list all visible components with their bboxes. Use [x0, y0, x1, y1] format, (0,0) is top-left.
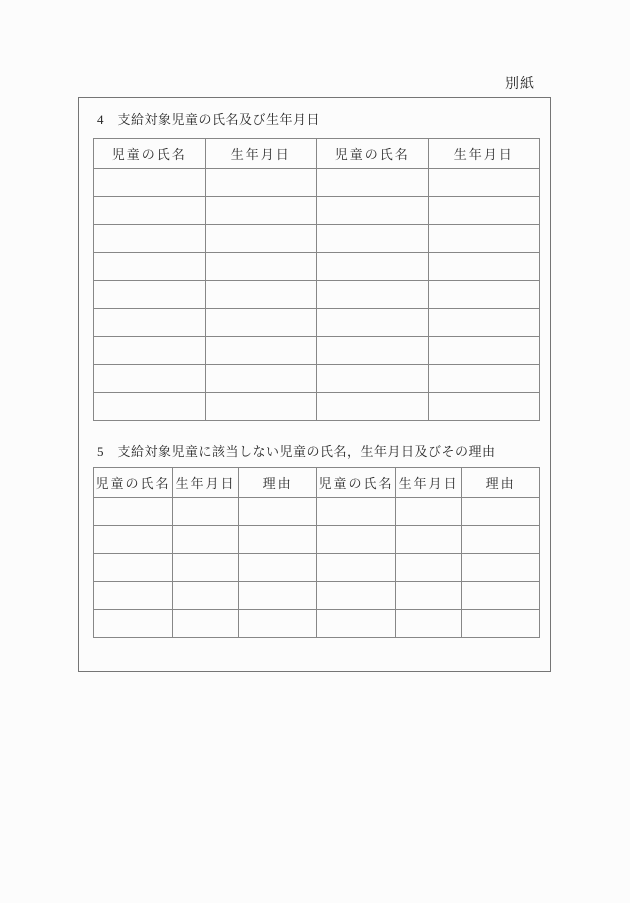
empty-cell: [395, 498, 461, 526]
empty-cell: [317, 309, 429, 337]
empty-cell: [317, 253, 429, 281]
column-header-reason: 理由: [239, 468, 317, 498]
column-header-reason: 理由: [462, 468, 540, 498]
empty-cell: [172, 554, 238, 582]
table-row: [94, 337, 540, 365]
empty-cell: [428, 365, 540, 393]
empty-cell: [462, 582, 540, 610]
empty-cell: [94, 197, 206, 225]
empty-cell: [94, 582, 173, 610]
empty-cell: [239, 526, 317, 554]
empty-cell: [205, 225, 317, 253]
empty-cell: [395, 582, 461, 610]
empty-cell: [316, 498, 395, 526]
non-eligible-children-table: [93, 467, 540, 638]
table-row: [94, 526, 540, 554]
table-body: [94, 169, 540, 421]
empty-cell: [172, 610, 238, 638]
empty-cell: [239, 498, 317, 526]
section-4-title: 4 支給対象児童の氏名及び生年月日: [97, 112, 321, 127]
empty-cell: [94, 253, 206, 281]
empty-cell: [317, 365, 429, 393]
empty-cell: [317, 337, 429, 365]
empty-cell: [317, 393, 429, 421]
column-header-birthdate: 生年月日: [428, 139, 540, 169]
empty-cell: [239, 610, 317, 638]
table-row: [94, 309, 540, 337]
column-header-birthdate: 生年月日: [395, 468, 461, 498]
empty-cell: [428, 253, 540, 281]
empty-cell: [94, 337, 206, 365]
empty-cell: [428, 281, 540, 309]
empty-cell: [317, 169, 429, 197]
empty-cell: [462, 526, 540, 554]
empty-cell: [316, 526, 395, 554]
empty-cell: [239, 554, 317, 582]
empty-cell: [94, 610, 173, 638]
section-5-title: 5 支給対象児童に該当しない児童の氏名，生年月日及びその理由: [97, 444, 496, 459]
empty-cell: [205, 253, 317, 281]
empty-cell: [317, 197, 429, 225]
table-row: [94, 554, 540, 582]
empty-cell: [205, 365, 317, 393]
empty-cell: [317, 281, 429, 309]
empty-cell: [172, 582, 238, 610]
empty-cell: [94, 169, 206, 197]
empty-cell: [94, 365, 206, 393]
empty-cell: [395, 610, 461, 638]
column-header-birthdate: 生年月日: [172, 468, 238, 498]
table-row: [94, 610, 540, 638]
empty-cell: [94, 498, 173, 526]
empty-cell: [428, 169, 540, 197]
empty-cell: [205, 281, 317, 309]
table-row: [94, 253, 540, 281]
empty-cell: [172, 498, 238, 526]
empty-cell: [94, 526, 173, 554]
empty-cell: [428, 225, 540, 253]
empty-cell: [462, 498, 540, 526]
column-header-child-name: 児童の氏名: [317, 139, 429, 169]
empty-cell: [316, 610, 395, 638]
empty-cell: [428, 337, 540, 365]
empty-cell: [428, 393, 540, 421]
corner-label: 別紙: [505, 77, 535, 92]
table-row: [94, 197, 540, 225]
empty-cell: [462, 554, 540, 582]
empty-cell: [428, 197, 540, 225]
table-header-row: [94, 139, 540, 169]
table-row: [94, 365, 540, 393]
column-header-child-name: 児童の氏名: [94, 139, 206, 169]
table-header-row: [94, 468, 540, 498]
empty-cell: [462, 610, 540, 638]
table-row: [94, 169, 540, 197]
empty-cell: [239, 582, 317, 610]
eligible-children-table: [93, 138, 540, 421]
empty-cell: [395, 526, 461, 554]
empty-cell: [316, 582, 395, 610]
empty-cell: [205, 393, 317, 421]
empty-cell: [395, 554, 461, 582]
empty-cell: [316, 554, 395, 582]
form-border-box: [78, 97, 551, 672]
empty-cell: [205, 309, 317, 337]
empty-cell: [94, 554, 173, 582]
empty-cell: [94, 281, 206, 309]
empty-cell: [94, 225, 206, 253]
column-header-child-name: 児童の氏名: [316, 468, 395, 498]
empty-cell: [317, 225, 429, 253]
empty-cell: [205, 197, 317, 225]
column-header-child-name: 児童の氏名: [94, 468, 173, 498]
table-body: [94, 498, 540, 638]
empty-cell: [205, 337, 317, 365]
empty-cell: [205, 169, 317, 197]
empty-cell: [172, 526, 238, 554]
table-row: [94, 225, 540, 253]
empty-cell: [94, 309, 206, 337]
table-row: [94, 582, 540, 610]
column-header-birthdate: 生年月日: [205, 139, 317, 169]
table-row: [94, 281, 540, 309]
table-row: [94, 393, 540, 421]
empty-cell: [428, 309, 540, 337]
empty-cell: [94, 393, 206, 421]
table-row: [94, 498, 540, 526]
